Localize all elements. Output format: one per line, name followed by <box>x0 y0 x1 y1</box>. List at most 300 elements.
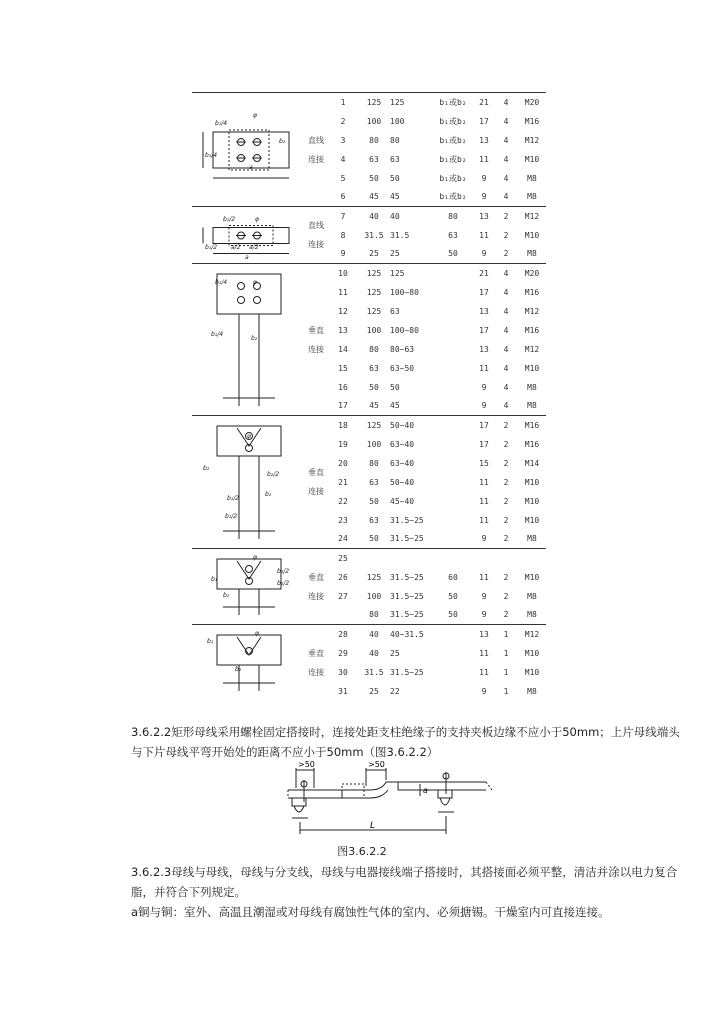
dimension-label: b₁ <box>207 637 214 645</box>
table-cell: 11 <box>338 287 348 297</box>
table-cell: 10 <box>328 264 358 283</box>
table-cell: 17 <box>479 116 489 126</box>
table-cell: 125 <box>366 287 382 297</box>
table-cell: M10 <box>524 477 540 487</box>
joint-type-line: 连接 <box>308 240 324 249</box>
table-cell: M16 <box>524 439 540 449</box>
dimension-label: b₁/4 <box>205 151 218 159</box>
table-cell: 1 <box>503 686 509 696</box>
dimension-label: b₁/2 <box>227 494 240 502</box>
table-cell <box>432 397 474 416</box>
table-cell: 40~31.5 <box>390 625 432 644</box>
table-cell: 17 <box>474 416 494 435</box>
table-row <box>192 416 546 435</box>
joint-drawing-3 <box>193 266 303 414</box>
table-cell: 3 <box>340 135 346 145</box>
table-cell: b₁或b₂ <box>439 154 467 164</box>
table-cell: 63 <box>448 230 458 240</box>
table-cell: 31.5 <box>364 230 384 240</box>
table-cell: 2 <box>503 230 509 240</box>
table-cell: 60 <box>448 572 458 582</box>
table-cell: 63~40 <box>390 439 415 449</box>
table-cell: b₁或b₂ <box>439 135 467 145</box>
table-cell: 11 <box>479 667 489 677</box>
table-cell: M12 <box>524 306 540 316</box>
table-cell: 23 <box>338 515 348 525</box>
table-cell: 17 <box>338 401 348 411</box>
table-cell: 4 <box>503 287 509 297</box>
table-cell: 9 <box>481 249 487 259</box>
table-cell: M12 <box>524 135 540 145</box>
dimension-label: b₁/4 <box>211 330 224 338</box>
table-cell: 45 <box>390 401 400 411</box>
table-cell: M16 <box>524 325 540 335</box>
table-cell: 2 <box>503 496 509 506</box>
dimension-label: φ <box>253 278 257 286</box>
table-cell: 50 <box>390 382 400 392</box>
joint-drawing-cell <box>192 264 304 416</box>
joint-drawing-cell <box>192 549 304 625</box>
table-cell: 11 <box>479 154 489 164</box>
table-cell: 125 <box>366 572 382 582</box>
table-cell: 8 <box>340 230 346 240</box>
table-cell: 4 <box>503 401 509 411</box>
table-cell: 100 <box>366 439 382 449</box>
table-cell: 9 <box>481 686 487 696</box>
table-cell: 11 <box>479 648 489 658</box>
table-cell: 50 <box>369 534 379 544</box>
table-cell: 1 <box>503 667 509 677</box>
table-cell <box>432 454 474 473</box>
joint-type-line: 垂直 <box>308 325 324 335</box>
table-cell: M8 <box>527 382 537 392</box>
table-row <box>192 625 546 644</box>
table-cell: 50 <box>369 496 379 506</box>
table-cell: 31.5~25 <box>390 515 424 525</box>
table-cell: 63 <box>369 154 379 164</box>
table-cell: 9 <box>340 249 346 259</box>
table-cell: 125 <box>390 264 432 283</box>
table-cell: 63~40 <box>390 458 415 468</box>
table-cell: 12 <box>338 306 348 316</box>
table-cell: 9 <box>481 401 487 411</box>
table-cell: 2 <box>503 249 509 259</box>
table-cell: M10 <box>524 648 540 658</box>
joint-drawing-1 <box>193 95 303 205</box>
table-cell: 5 <box>340 173 346 183</box>
joint-type <box>304 93 328 207</box>
table-cell: 18 <box>328 416 358 435</box>
table-cell: 100 <box>366 591 382 601</box>
table-cell: M10 <box>524 515 540 525</box>
table-cell: 4 <box>503 192 509 202</box>
joint-type-line: 连接 <box>308 591 324 601</box>
table-cell: 21 <box>338 477 348 487</box>
dimension-label: φ <box>253 111 257 119</box>
dimension-label: b₂ <box>235 665 242 673</box>
dimension-label: φ <box>247 432 251 440</box>
table-cell: 50~40 <box>390 416 432 435</box>
table-cell: 11 <box>479 496 489 506</box>
table-cell: 63 <box>369 363 379 373</box>
table-cell: 4 <box>494 264 518 283</box>
table-cell: 2 <box>494 207 518 226</box>
table-cell: 4 <box>503 363 509 373</box>
table-cell: 2 <box>503 439 509 449</box>
dim-label-a: a <box>423 786 428 795</box>
joint-type-line: 垂直 <box>308 648 324 658</box>
table-cell: 63 <box>390 306 400 316</box>
table-cell: M10 <box>524 496 540 506</box>
table-cell: 11 <box>479 477 489 487</box>
table-cell <box>432 549 474 568</box>
table-cell: b₁或b₂ <box>439 173 467 183</box>
table-cell: M16 <box>524 287 540 297</box>
table-cell: 25 <box>390 249 400 259</box>
table-cell: M8 <box>527 686 537 696</box>
table-cell: 27 <box>338 591 348 601</box>
dimension-label: b₁ <box>211 575 218 583</box>
joint-drawing-cell <box>192 625 304 701</box>
dimension-label: a <box>249 163 253 171</box>
table-cell: 4 <box>503 344 509 354</box>
table-cell: 9 <box>481 591 487 601</box>
table-cell <box>432 530 474 549</box>
table-cell <box>432 511 474 530</box>
table-cell: 45~40 <box>390 496 415 506</box>
table-cell: 45 <box>369 192 379 202</box>
table-cell <box>432 682 474 701</box>
table-cell: 21 <box>474 93 494 112</box>
table-cell: 1 <box>503 648 509 658</box>
joint-drawing-6 <box>193 627 303 699</box>
table-cell: 25 <box>390 648 400 658</box>
table-cell <box>494 549 518 568</box>
table-cell: 125 <box>358 416 390 435</box>
table-cell <box>328 606 358 625</box>
table-cell <box>358 549 390 568</box>
joint-type-line: 连接 <box>308 154 324 164</box>
table-cell: M12 <box>524 344 540 354</box>
table-cell: 2 <box>340 116 346 126</box>
table-cell: 50~40 <box>390 477 415 487</box>
table-cell: 17 <box>479 287 489 297</box>
table-cell: 31.5~25 <box>390 591 424 601</box>
table-cell <box>432 321 474 340</box>
dim-label-2: >50 <box>368 760 385 769</box>
dimension-label: φ <box>253 553 257 561</box>
dimension-label: b₂ <box>203 464 210 472</box>
table-cell: M8 <box>527 173 537 183</box>
joint-type <box>304 264 328 416</box>
joint-drawing-2 <box>193 209 303 262</box>
table-cell: 50 <box>390 173 400 183</box>
dimension-label: φ <box>255 629 259 637</box>
dimension-label: b₂/2 <box>267 470 280 478</box>
table-cell: M12 <box>518 625 546 644</box>
table-cell: M8 <box>527 249 537 259</box>
dimension-label: b₁/2 <box>205 243 218 251</box>
table-cell: 17 <box>479 325 489 335</box>
table-cell <box>432 663 474 682</box>
upper-busbar-left <box>288 790 342 798</box>
table-cell: M10 <box>524 667 540 677</box>
joint-type <box>304 625 328 701</box>
table-cell: 19 <box>338 439 348 449</box>
joint-type <box>304 549 328 625</box>
dimension-label: b₁/2 <box>223 215 236 223</box>
dimension-label: a/2 <box>249 243 259 251</box>
table-cell: 80 <box>369 610 379 620</box>
table-cell: 4 <box>503 325 509 335</box>
joint-type-line: 连接 <box>308 667 324 677</box>
table-cell: 9 <box>481 610 487 620</box>
table-cell: 1 <box>494 625 518 644</box>
table-cell: 40 <box>358 625 390 644</box>
joint-type-line: 直线 <box>308 221 324 230</box>
table-cell: 31.5~25 <box>390 572 424 582</box>
table-cell: M8 <box>527 401 537 411</box>
joint-type-line: 直线 <box>308 135 324 145</box>
table-cell: 100 <box>390 116 405 126</box>
table-cell <box>432 302 474 321</box>
table-cell <box>432 416 474 435</box>
joint-type <box>304 416 328 549</box>
table-cell: 7 <box>328 207 358 226</box>
table-cell <box>518 549 546 568</box>
dim-label-L: L <box>370 821 376 831</box>
table-cell: 16 <box>338 382 348 392</box>
table-cell: M16 <box>524 116 540 126</box>
table-cell <box>432 359 474 378</box>
table-cell: M12 <box>518 207 546 226</box>
joint-drawing-cell <box>192 93 304 207</box>
dimension-label: b₂/2 <box>277 567 290 575</box>
table-cell: 1 <box>328 93 358 112</box>
figure-3-6-2-2 <box>270 760 500 840</box>
table-cell: 2 <box>503 477 509 487</box>
table-row <box>192 549 546 568</box>
table-cell: 2 <box>503 610 509 620</box>
table-cell: 31.5~25 <box>390 534 424 544</box>
table-cell: 63 <box>369 515 379 525</box>
table-cell: M8 <box>527 591 537 601</box>
table-cell: M10 <box>524 230 540 240</box>
table-cell: 40 <box>358 207 390 226</box>
table-row <box>192 207 546 226</box>
dimension-label: b₂ <box>279 137 286 145</box>
table-cell: b₁或b₂ <box>439 116 467 126</box>
table-cell: 50 <box>369 173 379 183</box>
table-cell: 11 <box>479 572 489 582</box>
paragraph-3-6-2-3: 3.6.2.3母线与母线，母线与分支线，母线与电器接线端子搭接时，其搭接面必须平整，清洁并涂以电力复合脂，并符合下列规定。 <box>131 865 678 899</box>
table-cell: 9 <box>481 534 487 544</box>
table-cell: 9 <box>481 382 487 392</box>
table-row <box>192 264 546 283</box>
joint-type <box>304 207 328 264</box>
table-cell: 40 <box>369 648 379 658</box>
table-cell: 2 <box>494 416 518 435</box>
table-cell: 50 <box>448 591 458 601</box>
table-cell: 63~50 <box>390 363 415 373</box>
joint-drawing-4 <box>193 418 303 547</box>
table-cell <box>432 644 474 663</box>
joint-type-line: 垂直 <box>308 468 324 477</box>
table-cell: 2 <box>503 534 509 544</box>
table-cell: 31.5~25 <box>390 667 424 677</box>
table-cell: 100 <box>366 325 382 335</box>
dim-label-1: >50 <box>298 760 315 769</box>
table-cell: 22 <box>338 496 348 506</box>
table-cell: 25 <box>328 549 358 568</box>
dimension-label: a/2 <box>231 243 241 251</box>
table-cell: 9 <box>481 173 487 183</box>
table-cell: M14 <box>524 458 540 468</box>
table-cell: 2 <box>503 572 509 582</box>
table-cell: 4 <box>494 93 518 112</box>
table-cell: 50 <box>369 382 379 392</box>
joint-drawing-cell <box>192 416 304 549</box>
paragraph-a-copper: a铜与铜：室外、高温且潮湿或对母线有腐蚀性气体的室内、必须搪锡。干燥室内可直接连接。 <box>131 905 610 919</box>
table-cell: 31 <box>338 686 348 696</box>
table-cell: 4 <box>503 173 509 183</box>
table-cell: 50 <box>448 249 458 259</box>
table-cell: 9 <box>481 192 487 202</box>
table-cell: 11 <box>479 363 489 373</box>
dimension-label: b₂ <box>223 591 230 599</box>
table-cell: 4 <box>503 306 509 316</box>
table-cell: 25 <box>369 249 379 259</box>
table-cell: 80 <box>369 135 379 145</box>
table-cell <box>432 264 474 283</box>
table-cell <box>432 340 474 359</box>
table-cell: 11 <box>479 230 489 240</box>
table-cell: 80 <box>390 135 400 145</box>
table-cell <box>390 549 432 568</box>
table-cell: 14 <box>338 344 348 354</box>
table-cell: 13 <box>479 344 489 354</box>
paragraph-3-6-2-2: 3.6.2.2矩形母线采用螺栓固定搭接时，连接处距支柱绝缘子的支持夹板边缘不应小于50mm；上片母线端头与下片母线平弯开始处的距离不应小于50mm（图3.6.2.2） <box>131 725 680 759</box>
table-cell: 6 <box>340 192 346 202</box>
table-cell: 4 <box>503 382 509 392</box>
table-cell: 100~80 <box>390 287 419 297</box>
table-cell <box>432 283 474 302</box>
table-cell: M10 <box>524 363 540 373</box>
table-cell: 63 <box>390 154 400 164</box>
table-cell: 31.5~25 <box>390 610 424 620</box>
table-cell: 30 <box>338 667 348 677</box>
table-cell <box>432 435 474 454</box>
table-cell <box>432 473 474 492</box>
table-cell: 13 <box>479 306 489 316</box>
table-cell: 31.5 <box>390 230 410 240</box>
table-cell: M20 <box>518 264 546 283</box>
table-cell: 20 <box>338 458 348 468</box>
table-cell: 2 <box>503 515 509 525</box>
table-cell <box>432 625 474 644</box>
table-cell: 21 <box>474 264 494 283</box>
table-cell: M10 <box>524 154 540 164</box>
table-cell: 2 <box>503 591 509 601</box>
table-cell: 2 <box>503 458 509 468</box>
table-cell: 24 <box>338 534 348 544</box>
joint-drawing-cell <box>192 207 304 264</box>
table-cell: b₁或b₂ <box>432 93 474 112</box>
table-cell: M8 <box>527 534 537 544</box>
table-cell: 50 <box>448 610 458 620</box>
table-cell: 4 <box>503 116 509 126</box>
dimension-label: b₂ <box>251 334 258 342</box>
table-cell: 4 <box>340 154 346 164</box>
table-cell: 25 <box>369 686 379 696</box>
table-cell: 13 <box>338 325 348 335</box>
table-cell: 125 <box>390 93 432 112</box>
table-cell: 45 <box>390 192 400 202</box>
table-cell: 40 <box>390 207 432 226</box>
table-cell: 22 <box>390 686 400 696</box>
table-cell: 17 <box>479 439 489 449</box>
table-cell: M8 <box>527 192 537 202</box>
table-cell: 100 <box>366 116 382 126</box>
joint-type-line: 垂直 <box>308 572 324 582</box>
figure-caption: 图3.6.2.2 <box>337 845 387 858</box>
table-cell: 4 <box>503 154 509 164</box>
dimension-label: b₁/4 <box>215 119 228 127</box>
table-cell: b₁或b₂ <box>439 192 467 202</box>
joint-drawing-5 <box>193 551 303 623</box>
dimension-label: a <box>245 253 249 261</box>
table-cell <box>432 492 474 511</box>
table-cell: 26 <box>338 572 348 582</box>
table-cell: 63 <box>369 477 379 487</box>
table-cell: 80 <box>369 344 379 354</box>
table-row <box>192 93 546 112</box>
table-cell: 13 <box>474 625 494 644</box>
table-cell <box>432 378 474 397</box>
table-cell: 45 <box>369 401 379 411</box>
table-cell: 31.5 <box>364 667 384 677</box>
table-cell: 80 <box>369 458 379 468</box>
table-cell: 13 <box>474 207 494 226</box>
table-cell: 28 <box>328 625 358 644</box>
table-cell: 100~80 <box>390 325 419 335</box>
table-cell: 80 <box>432 207 474 226</box>
dimension-label: b₂/2 <box>277 579 290 587</box>
table-cell <box>474 549 494 568</box>
dimension-label: φ <box>255 215 259 223</box>
table-cell: 13 <box>479 135 489 145</box>
table-cell: 29 <box>338 648 348 658</box>
dimension-label: b₂ <box>265 490 272 498</box>
table-cell: M20 <box>518 93 546 112</box>
dimension-label: b₁/4 <box>215 278 228 286</box>
table-cell: 15 <box>479 458 489 468</box>
table-cell: M16 <box>518 416 546 435</box>
busbar-joint-table <box>192 92 546 701</box>
joint-type-line: 连接 <box>308 487 324 496</box>
table-cell: 125 <box>366 306 382 316</box>
joint-type-line: 连接 <box>308 344 324 354</box>
table-cell: 125 <box>358 93 390 112</box>
table-cell: M8 <box>527 610 537 620</box>
dimension-label: b₁/2 <box>225 512 238 520</box>
table-cell: 15 <box>338 363 348 373</box>
table-cell: 125 <box>358 264 390 283</box>
table-cell: 4 <box>503 135 509 145</box>
table-cell: 80~63 <box>390 344 415 354</box>
table-cell: M10 <box>524 572 540 582</box>
table-cell: 11 <box>479 515 489 525</box>
